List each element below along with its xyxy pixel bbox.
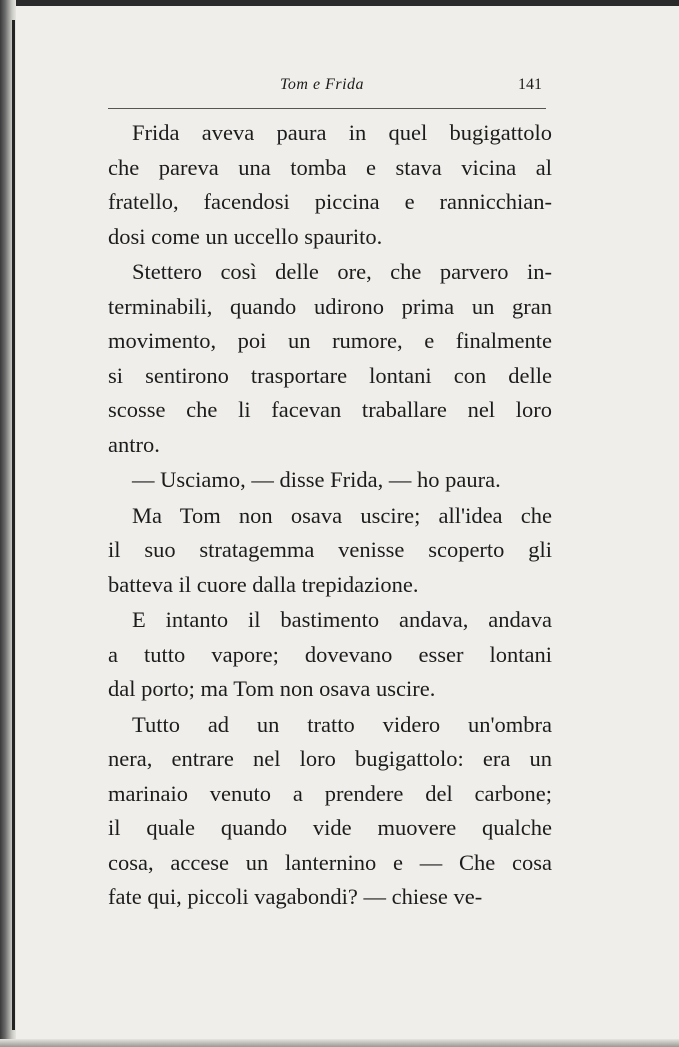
text-line: — Usciamo, — disse Frida, — ho paura. — [132, 467, 501, 492]
body-text — [108, 116, 552, 916]
text-line: dosi come un uccello spaurito. — [108, 223, 383, 249]
text-line: dal porto; ma Tom non osava uscire. — [108, 676, 436, 701]
paragraph — [108, 603, 552, 707]
text-line: il quale quando vide muovere qualche — [108, 815, 552, 840]
page-number: 141 — [518, 76, 542, 93]
text-line: marinaio venuto a prendere del carbone; — [108, 780, 552, 806]
text-line: fate qui, piccoli vagabondi? — chiese ve- — [108, 884, 483, 909]
text-line: E intanto il bastimento andava, andava — [132, 607, 552, 632]
paragraph — [108, 708, 552, 915]
text-line: movimento, poi un rumore, e finalmente — [108, 328, 552, 353]
paragraph — [108, 463, 552, 498]
running-title: Tom e Frida — [280, 76, 365, 93]
text-line: batteva il cuore dalla trepidazione. — [108, 571, 419, 597]
text-line: scosse che li facevan traballare nel loro — [108, 397, 552, 422]
text-line: a tutto vapore; dovevano esser lontani — [108, 641, 552, 667]
header-rule — [108, 108, 546, 109]
paragraph — [108, 255, 552, 462]
paragraph — [108, 116, 552, 254]
text-line: che pareva una tomba e stava vicina al — [108, 154, 552, 180]
text-line: nera, entrare nel loro bugigattolo: era un — [108, 746, 552, 771]
text-line: Frida aveva paura in quel bugigattolo — [132, 120, 552, 145]
text-line: terminabili, quando udirono prima un gran — [108, 293, 552, 319]
text-line: si sentirono trasportare lontani con delle — [108, 362, 552, 388]
page-header — [110, 76, 546, 102]
text-line: fratello, facendosi piccina e rannicchian- — [108, 189, 552, 214]
text-line: Ma Tom non osava uscire; all'idea che — [132, 502, 552, 528]
scan-bottom-edge — [0, 1039, 679, 1047]
paragraph — [108, 499, 552, 603]
text-line: cosa, accese un lanternino e — Che cosa — [108, 849, 552, 875]
scan-top-edge — [0, 0, 679, 6]
text-line: Stettero così delle ore, che parvero in- — [132, 259, 552, 284]
text-line: il suo stratagemma venisse scoperto gli — [108, 537, 552, 562]
text-line: Tutto ad un tratto videro un'ombra — [132, 711, 552, 737]
binding-shadow-line — [12, 20, 15, 1030]
text-line: antro. — [108, 431, 160, 457]
